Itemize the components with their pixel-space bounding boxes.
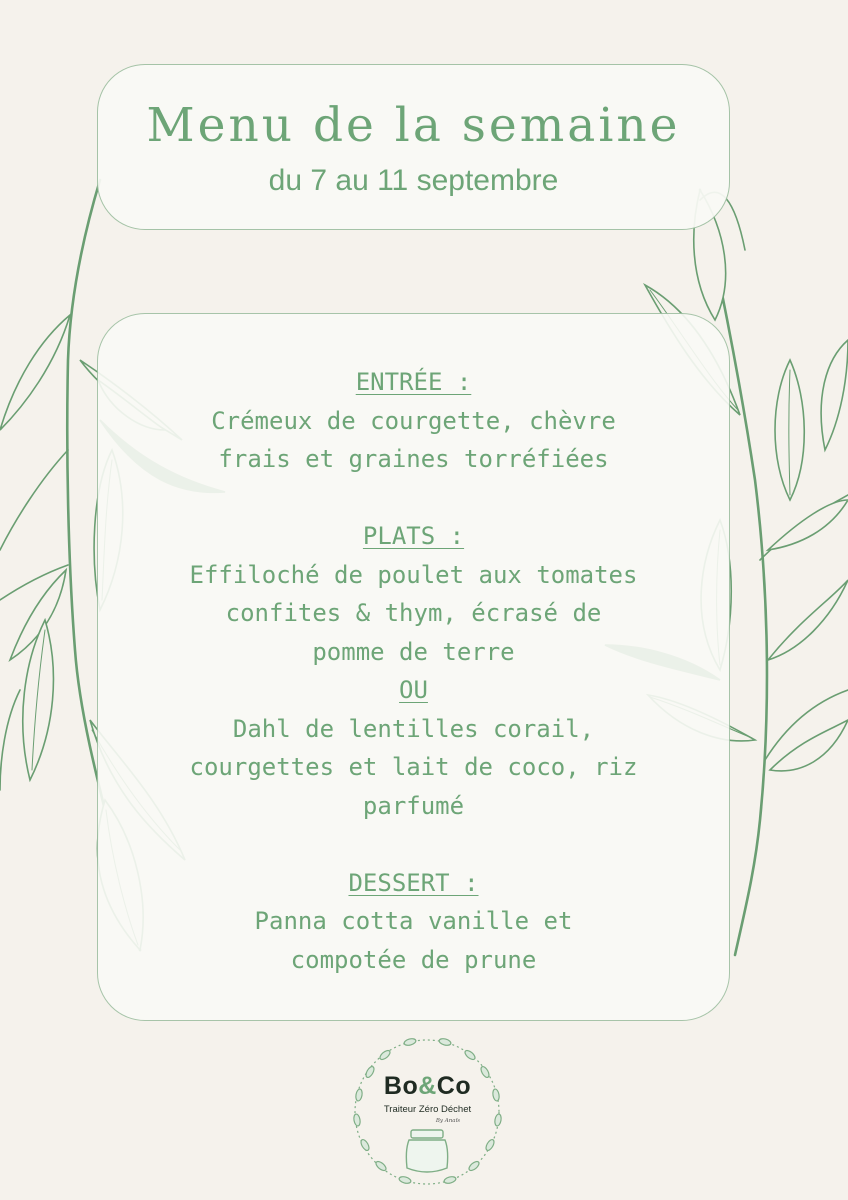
jar-icon xyxy=(406,1130,447,1172)
or-separator: OU xyxy=(399,676,428,704)
menu-content xyxy=(97,363,730,979)
plat-line: courgettes et lait de coco, riz xyxy=(189,753,638,781)
plats-heading: PLATS : xyxy=(362,522,465,550)
entree-line: Crémeux de courgette, chèvre xyxy=(211,406,616,435)
dessert-heading: DESSERT : xyxy=(348,868,479,897)
logo-tagline: Traiteur Zéro Déchet xyxy=(383,1104,472,1115)
plat-line: Effiloché de poulet aux tomates xyxy=(189,560,638,589)
entree-heading: ENTRÉE : xyxy=(355,368,472,396)
plat-line: Dahl de lentilles corail, xyxy=(232,714,595,743)
dessert-line: Panna cotta vanille et xyxy=(254,907,573,935)
plat-line: pomme de terre xyxy=(312,637,515,666)
dessert-line: compotée de prune xyxy=(290,945,537,974)
page-title: Menu de la semaine xyxy=(146,98,681,153)
logo-signature: By Anaïs xyxy=(435,1118,461,1124)
plat-line: parfumé xyxy=(362,791,465,820)
entree-line: frais et graines torréfiées xyxy=(218,445,609,473)
plat-line: confites & thym, écrasé de xyxy=(225,599,602,627)
date-range-subtitle: du 7 au 11 septembre xyxy=(268,164,559,197)
logo-name: Bo&Co xyxy=(383,1072,472,1100)
